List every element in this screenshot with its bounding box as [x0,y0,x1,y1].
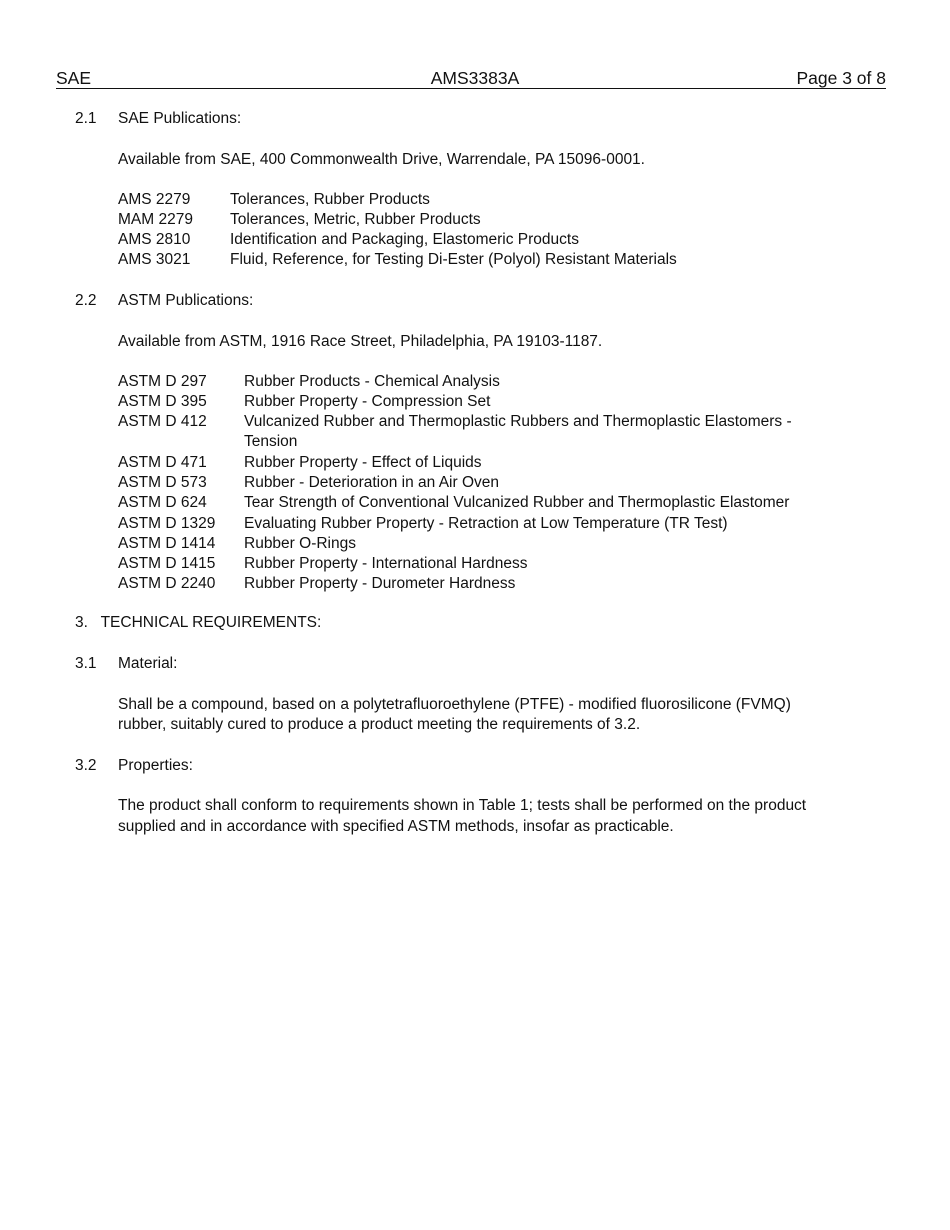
properties-paragraph-line-1: The product shall conform to requirements shown in Table 1; tests shall be performed on the product [118,797,807,814]
section-number: 2.1 [75,110,97,127]
reference-code: AMS 2810 [118,231,191,248]
reference-code: AMS 2279 [118,191,191,208]
reference-title: Rubber - Deterioration in an Air Oven [244,474,500,491]
section-title: 3. TECHNICAL REQUIREMENTS: [75,614,322,631]
reference-title-continued: Tension [244,433,298,450]
page-header [56,68,886,89]
reference-code: ASTM D 1414 [118,535,216,552]
reference-code: MAM 2279 [118,211,193,228]
reference-title: Evaluating Rubber Property - Retraction at Low Temperature (TR Test) [244,515,728,532]
reference-code: ASTM D 1329 [118,515,216,532]
reference-title: Identification and Packaging, Elastomeric Products [230,231,579,248]
reference-code: ASTM D 395 [118,393,207,410]
header-page-number: Page 3 of 8 [796,68,886,88]
reference-code: ASTM D 573 [118,474,207,491]
section-title: Properties: [118,757,193,774]
reference-title: Vulcanized Rubber and Thermoplastic Rubbers and Thermoplastic Elastomers - [244,413,792,430]
reference-code: ASTM D 2240 [118,575,216,592]
reference-title: Rubber Products - Chemical Analysis [244,373,500,390]
reference-code: ASTM D 471 [118,454,207,471]
reference-title: Tolerances, Rubber Products [230,191,430,208]
section-title: Material: [118,655,178,672]
properties-paragraph-line-2: supplied and in accordance with specified ASTM methods, insofar as practicable. [118,818,674,835]
section-number: 2.2 [75,292,97,309]
sae-availability: Available from SAE, 400 Commonwealth Drive, Warrendale, PA 15096-0001. [118,151,645,168]
reference-title: Rubber O-Rings [244,535,356,552]
section-number: 3.1 [75,655,97,672]
reference-title: Rubber Property - Durometer Hardness [244,575,516,592]
section-title: SAE Publications: [118,110,242,127]
reference-title: Rubber Property - International Hardness [244,555,528,572]
reference-code: ASTM D 297 [118,373,207,390]
section-title: ASTM Publications: [118,292,254,309]
header-doc-number: AMS3383A [430,68,520,88]
reference-code: ASTM D 412 [118,413,207,430]
section-number: 3.2 [75,757,97,774]
reference-code: ASTM D 624 [118,494,207,511]
header-org: SAE [56,68,92,88]
reference-code: AMS 3021 [118,251,191,268]
reference-title: Rubber Property - Compression Set [244,393,491,410]
material-paragraph-line-2: rubber, suitably cured to produce a product meeting the requirements of 3.2. [118,716,641,733]
reference-title: Rubber Property - Effect of Liquids [244,454,482,471]
material-paragraph-line-1: Shall be a compound, based on a polytetrafluoroethylene (PTFE) - modified fluorosilicone (FVMQ) [118,696,791,713]
astm-availability: Available from ASTM, 1916 Race Street, Philadelphia, PA 19103-1187. [118,333,603,350]
reference-title: Tolerances, Metric, Rubber Products [230,211,481,228]
reference-title: Tear Strength of Conventional Vulcanized Rubber and Thermoplastic Elastomer [244,494,790,511]
reference-code: ASTM D 1415 [118,555,216,572]
reference-title: Fluid, Reference, for Testing Di-Ester (Polyol) Resistant Materials [230,251,677,268]
